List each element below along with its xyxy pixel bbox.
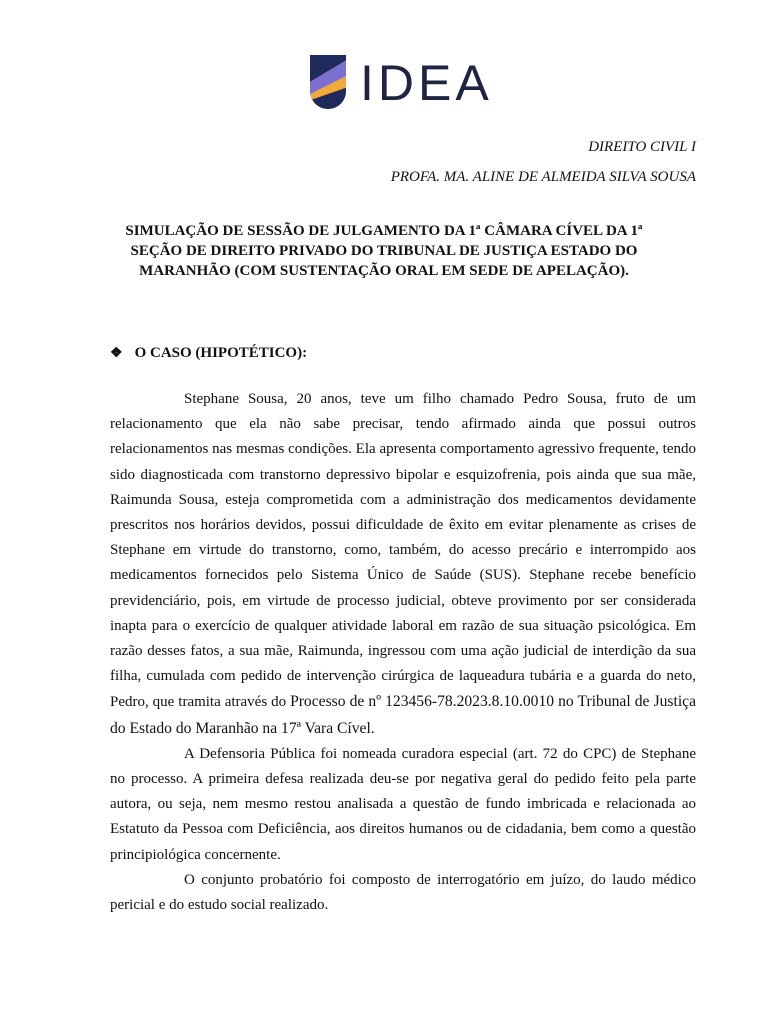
idea-shield-icon [308, 53, 348, 113]
professor-name: PROFA. MA. ALINE DE ALMEIDA SILVA SOUSA [390, 169, 696, 185]
paragraph-2: A Defensoria Pública foi nomeada curadora especial (art. 72 do CPC) de Stephane no processo. A primeira defesa realizada deu-se por negativa geral do pedido feito pela parte autora, ou seja, nem mesmo restou analisada a questão de fundo imbricada e relacionada ao Estatuto da Pessoa com Deficiência, aos direitos humanos ou de cidadania, bem como a questão principiológica concernente. [110, 745, 696, 863]
section-heading-text: O CASO (HIPOTÉTICO): [134, 345, 308, 361]
section-heading [110, 345, 307, 362]
diamond-bullet-icon: ❖ [110, 346, 123, 361]
process-reference: Processo de nº 123456-78.2023.8.10.0010 no Tribunal de Justiça do Estado do Maranhão na 17ª Vara Cível [110, 693, 697, 737]
document-title: SIMULAÇÃO DE SESSÃO DE JULGAMENTO DA 1ª CÂMARA CÍVEL DA 1ª SEÇÃO DE DIREITO PRIVADO DO TRIBUNAL DE JUSTIÇA ESTADO DO MARANHÃO (COM SUSTENTAÇÃO ORAL EM SEDE DE APELAÇÃO). [125, 223, 643, 279]
paragraph-1-end: . [370, 720, 375, 737]
course-name: DIREITO CIVIL I [588, 139, 696, 155]
paragraph-1-text: Stephane Sousa, 20 anos, teve um filho chamado Pedro Sousa, fruto de um relacionamento que ela não sabe precisar, tendo afirmado ainda que possui outros relacionamentos nas mesmas condições. Ela apresenta comportamento agressivo frequente, tendo sido diagnosticada com transtorno depressivo bipolar e esquizofrenia, pois ainda que sua mãe, Raimunda Sousa, esteja comprometida com a administração dos medicamentos devidamente prescritos nos horários devidos, possui dificuldade de êxito em evitar plenamente as crises de Stephane em virtude do transtorno, como, também, do acesso precário e interrompido aos medicamentos fornecidos pelo Sistema Único de Saúde (SUS). Stephane recebe benefício previdenciário, pois, em virtude de processo judicial, obteve provimento por ser considerada inapta para o exercício de qualquer atividade laboral em razão de sua situação psicológica. Em razão desses fatos, a sua mãe, Raimunda, ingressou com uma ação judicial de interdição da sua filha, cumulada com pedido de intervenção cirúrgica de laqueadura tubária e a guarda do neto, Pedro, que tramita através do [110, 391, 696, 711]
idea-logo [308, 52, 493, 114]
case-body [110, 387, 696, 918]
logo-wordmark: IDEA [360, 55, 493, 111]
paragraph-1 [110, 387, 696, 742]
paragraph-3: O conjunto probatório foi composto de interrogatório em juízo, do laudo médico pericial e do estudo social realizado. [110, 871, 696, 914]
